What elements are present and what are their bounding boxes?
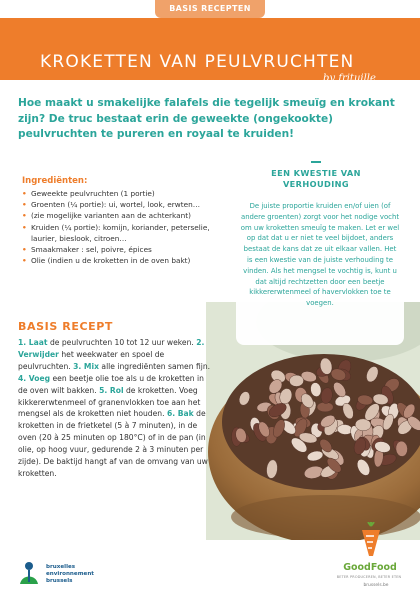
recipe-steps [18, 337, 214, 480]
step-2-label: 2. Verwijder [18, 338, 205, 359]
step-1-text: de peulvruchten 10 tot 12 uur weken. [47, 338, 197, 347]
ingredient-item: • Groenten (¼ portie): ui, wortel, look, erwten… [22, 199, 237, 210]
brand-name: frituille [338, 73, 376, 84]
step-4-label: 4. Voeg [18, 373, 51, 383]
logo-line-1: bruxelles [46, 564, 76, 570]
step-6-text: de kroketten in de frietketel (5 à 7 minuten), in de oven (20 à 25 minuten op 180°C) of in de pan (in olie, op hoog vuur, gedurende 2 à 3 minuten per zijde). De baktijd hangt af van de omvang van uw kroketten. [18, 409, 208, 478]
step-5-label: 5. Rol [99, 385, 124, 395]
ingredient-item: • Kruiden (¼ portie): komijn, koriander, peterselie, laurier, bieslook, citroen… [22, 222, 237, 244]
ingredients-list [22, 188, 237, 266]
basis-recept-title: BASIS RECEPT [18, 320, 114, 333]
step-6-label: 6. Bak [166, 409, 194, 419]
person-leaf-icon [16, 560, 42, 586]
goodfood-logo: GoodFood [343, 562, 397, 573]
intro-text: Hoe maakt u smakelijke falafels die tegelijk smeuïg en krokant zijn? De truc bestaat erin de geweekte (ongekookte) peulvruchten te pureren en royaal te kruiden! [18, 97, 395, 140]
logo-line-3: brussels [46, 578, 73, 584]
ingredient-item: • Smaakmaker : sel, poivre, épices [22, 244, 237, 255]
step-5-text: de kroketten. Voeg kikkererwtenmeel of granenvlokken toe aan het mengsel als de kroketten niet houden. [18, 385, 201, 419]
step-2-text: het weekwater en spoel de peulvruchten. [18, 349, 165, 371]
step-3-text: alle ingrediënten samen fijn. [99, 361, 211, 371]
ingredient-item: • Geweekte peulvruchten (1 portie) [22, 188, 237, 199]
by-label: by [323, 73, 336, 84]
ingredient-item: • Olie (indien u de kroketten in de oven bakt) [22, 255, 237, 266]
goodfood-tagline: BETER PRODUCEREN, BETER ETEN [336, 575, 402, 579]
bruxelles-environnement-logo [16, 560, 126, 590]
kwestie-divider [311, 161, 321, 163]
logo-line-2: environnement [46, 571, 94, 577]
page-title: KROKETTEN VAN PEULVRUCHTEN [40, 52, 355, 72]
title-banner [0, 18, 420, 84]
kwestie-title: EEN KWESTIE VAN VERHOUDING [271, 168, 361, 189]
ingredients-title: Ingrediënten: [22, 176, 88, 186]
ingredient-item-note: • (zie mogelijke varianten aan de achterkant) [22, 210, 237, 221]
step-4-text: een beetje olie toe als u de kroketten in de oven wilt bakken. [18, 373, 204, 395]
carrot-icon [360, 522, 382, 558]
step-1-label: 1. Laat [18, 338, 48, 347]
kwestie-text: De juiste proportie kruiden en/of uien (of andere groenten) zorgt voor het nodige vocht om uw kroketten smeuïg te maken. Let er wel op dat dat u er niet te veel bijdoet, anders bestaat de kans dat ze uit elkaar vallen. Het is een kwestie van de juiste verhouding te vinden. Als het mengsel te vochtig is, kunt u dat altijd rechtzetten door een beetje kikkererwtenmeel of havervlokken toe te voegen. [240, 202, 400, 308]
step-3-label: 3. Mix [73, 361, 99, 371]
brand-signature [323, 73, 376, 84]
section-tab: BASIS RECEPTEN [155, 0, 265, 18]
goodfood-city: brussels.be [363, 583, 389, 588]
